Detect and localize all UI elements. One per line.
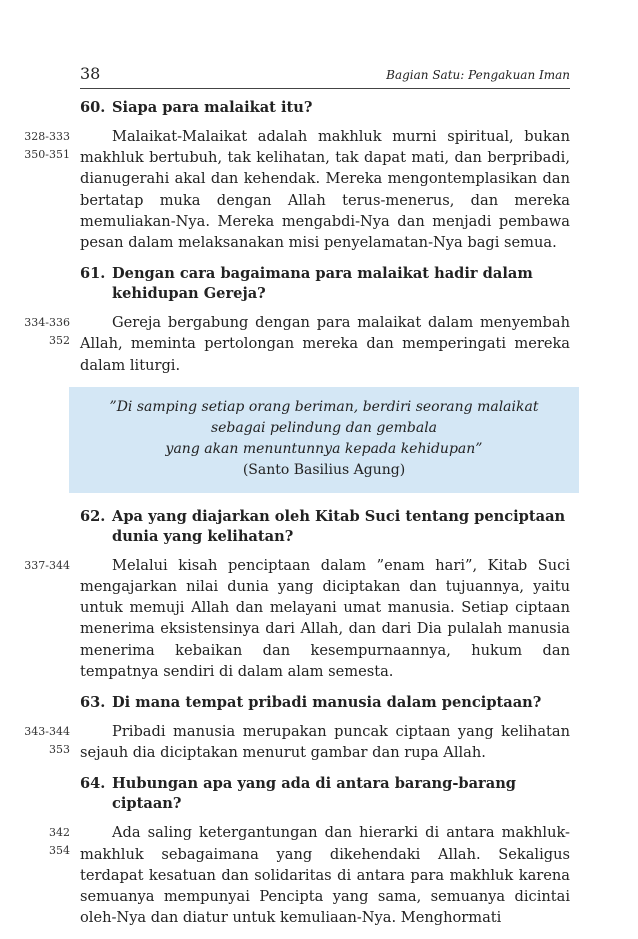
qa-item-61	[24, 264, 570, 376]
quote-line: yang akan menuntunnya kepada kehidupan”	[165, 440, 483, 457]
running-title: Bagian Satu: Pengakuan Iman	[386, 68, 570, 82]
answer-paragraph	[49, 822, 570, 928]
answer-text: Malaikat-Malaikat adalah makhluk murni spiritual, bukan makhluk bertubuh, tak kelihatan, tak dapat mati, dan berpribadi, dianugerahi akal dan kehendak. Mereka mengontemplasikan dan bertatap muka dengan Allah terus-menerus, dan mereka memuliakan-Nya. Mereka mengabdi-Nya dan menjadi pembawa pesan dalam melaksanakan misi penyelamatan-Nya bagi semua.	[80, 128, 570, 252]
cross-ref: 328-333	[24, 130, 70, 143]
question-text: Siapa para malaikat itu?	[112, 99, 313, 116]
qa-item-62	[24, 507, 570, 682]
cross-ref: 343-344	[24, 725, 70, 739]
question-number: 63.	[80, 694, 106, 712]
answer-text: Ada saling ketergantungan dan hierarki di antara makhluk-makhluk sebagaimana yang dikehendaki Allah. Sekaligus terdapat kesatuan dan solidaritas di antara para makhluk karena semuanya mempunyai Pencipta yang sama, semuanya dicintai oleh-Nya dan diatur untuk kemuliaan-Nya. Menghormati	[80, 824, 570, 927]
page-header	[80, 64, 570, 89]
quote-box	[69, 387, 579, 493]
question-heading	[80, 264, 570, 304]
cross-ref: 342	[49, 826, 70, 840]
question-heading	[80, 774, 570, 814]
cross-ref: 353	[49, 743, 70, 757]
cross-ref: 354	[49, 844, 70, 858]
question-heading	[80, 98, 570, 118]
page-number: 38	[80, 64, 101, 83]
cross-ref: 337-344	[24, 558, 70, 572]
answer-text: Melalui kisah penciptaan dalam ”enam hari”, Kitab Suci mengajarkan nilai dunia yang diciptakan dan tujuannya, yaitu untuk memuji Allah dan melayani umat manusia. Setiap ciptaan menerima eksistensinya dari Allah, dan dari Dia pulalah manusia menerima kebaikan dan kesempurnaannya, hukum dan tempatnya sendiri di dalam alam semesta.	[80, 556, 570, 680]
cross-ref: 352	[49, 334, 70, 348]
question-text: Apa yang diajarkan oleh Kitab Suci tentang penciptaan dunia yang kelihatan?	[112, 507, 566, 545]
answer-paragraph	[24, 312, 570, 376]
qa-item-63	[24, 693, 570, 763]
cross-ref: 334-336	[24, 316, 70, 330]
cross-references	[24, 557, 70, 575]
answer-paragraph	[24, 126, 570, 253]
cross-references	[24, 723, 70, 759]
question-number: 64.	[80, 775, 106, 793]
quote-source: (Santo Basilius Agung)	[242, 461, 406, 478]
cross-ref: 350-351	[24, 148, 70, 161]
answer-text: Pribadi manusia merupakan puncak ciptaan yang kelihatan sejauh dia diciptakan menurut gambar dan rupa Allah.	[80, 723, 570, 762]
question-heading	[80, 693, 570, 713]
cross-references	[24, 824, 70, 860]
answer-paragraph	[24, 555, 570, 682]
quote-line: sebagai pelindung dan gembala	[210, 419, 438, 436]
qa-item-60	[24, 98, 570, 253]
question-number: 60.	[80, 99, 106, 116]
page-content	[24, 98, 570, 939]
qa-item-64	[49, 774, 570, 928]
quote-line: ”Di samping setiap orang beriman, berdiri seorang malaikat	[109, 398, 539, 415]
question-text: Dengan cara bagaimana para malaikat hadir dalam kehidupan Gereja?	[112, 265, 533, 303]
answer-text: Gereja bergabung dengan para malaikat dalam menyembah Allah, meminta pertolongan mereka dan memperingati mereka dalam liturgi.	[80, 314, 570, 374]
question-text: Di mana tempat pribadi manusia dalam penciptaan?	[112, 694, 542, 712]
question-heading	[80, 507, 570, 547]
cross-references	[24, 314, 70, 350]
question-text: Hubungan apa yang ada di antara barang-barang ciptaan?	[112, 775, 517, 813]
question-number: 61.	[80, 265, 106, 283]
cross-references	[24, 128, 70, 164]
question-number: 62.	[80, 507, 106, 525]
answer-paragraph	[24, 721, 570, 763]
